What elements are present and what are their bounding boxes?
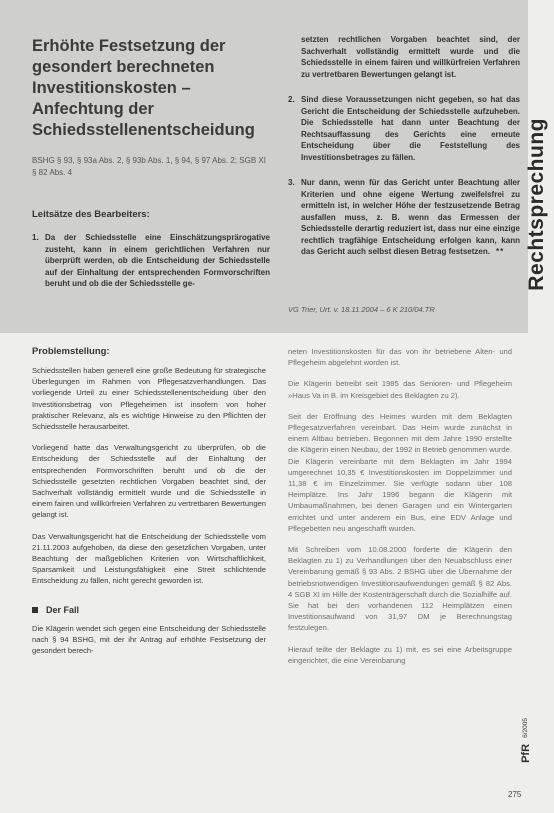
journal-name: PfR xyxy=(520,743,532,763)
body-paragraph: neten Investitionskosten für das von ihr betriebene Alten- und Pflegeheim abgelehnt worden ist. xyxy=(288,347,512,368)
leitsatz-text: setzten rechtlichen Vorgaben beachtet sind, der Sachverhalt vollständig ermittelt wurde und die Schiedsstelle in einem fairen und willkürfreien Verfahren zu vertretbaren Bewertungen gelangt ist. xyxy=(301,35,520,79)
problem-paragraph: Schiedsstellen haben generell eine große Bedeutung für strategische Überlegungen im Rahmen von Pflegesatzverhandlungen. Das vorliegende Urteil zu einer Schiedsstellenentscheidung über den Investitionsbetrag von Pflegeheimen ist insofern von hoher praktischer Relevanz, als es wichtige Hinweise zu den Pflichten der Schiedsstelle herausarbeitet. xyxy=(32,366,266,432)
fall-paragraph: Die Klägerin wendet sich gegen eine Entscheidung der Schiedsstelle nach § 94 BSHG, mit der ihr Antrag auf erhöhte Festsetzung der gesondert berech- xyxy=(32,623,266,656)
header-right-column xyxy=(288,34,520,272)
page-number: 275 xyxy=(508,790,522,799)
leitsatz-number: 3. xyxy=(288,178,295,187)
fall-heading: Der Fall xyxy=(46,604,80,615)
body-left-column xyxy=(32,346,266,666)
leitsatz-item xyxy=(288,34,520,80)
leitsatz-item xyxy=(288,177,520,258)
header-left-column xyxy=(32,36,270,298)
journal-issue: 6/2005 xyxy=(522,718,529,738)
body-paragraph: Die Klägerin betreibt seit 1985 das Senioren- und Pflegeheim »Haus Va in B. im Kreisgebiet des Beklagten zu 2). xyxy=(288,379,512,400)
problem-heading: Problemstellung: xyxy=(32,346,110,357)
leitsatz-text-body: Nur dann, wenn für das Gericht unter Beachtung aller Kriterien und ohne eigene Wertung zweifelsfrei zu ermitteln ist, in welcher Höhe der festzusetzende Betrag ausfallen muss, z. B. wenn das Ermessen der Schiedsstelle derartig reduziert ist, dass nur eine einzige rechtlich tragfähige Entscheidung erfolgen kann, kann das Gericht auch selbst diesen Betrag festsetzen. xyxy=(301,178,520,256)
leitsatz-number: 2. xyxy=(288,95,295,104)
body-paragraph: Hierauf teilte der Beklagte zu 1) mit, es sei eine Arbeitsgruppe eingerichtet, die eine Vereinbarung xyxy=(288,644,512,665)
law-references: BSHG § 93, § 93a Abs. 2, § 93b Abs. 1, § 94, § 97 Abs. 2; SGB XI § 82 Abs. 4 xyxy=(32,156,266,177)
leitsatz-number: 1. xyxy=(32,233,39,242)
leitsatz-item xyxy=(288,94,520,163)
leitsatz-text: Sind diese Voraussetzungen nicht gegeben, so hat das Gericht die Entscheidung der Schiedsstelle aufzuheben. Die Schiedsstelle hat dann unter Beachtung der Rechtsauffassung des Gerichts eine erneute Entscheidung über die Feststellung des Investitionsbetrages zu fällen. xyxy=(301,95,520,162)
article-title: Erhöhte Festsetzung der gesondert berechneten Investitionskosten – Anfechtung der Schiedsstellenentscheidung xyxy=(32,37,255,139)
leitsatz-number xyxy=(288,34,301,80)
leitsatz-item xyxy=(32,232,270,290)
leitsaetze-heading: Leitsätze des Bearbeiters: xyxy=(32,209,150,220)
problem-paragraph: Vorliegend hatte das Verwaltungsgericht zu überprüfen, ob die Entscheidung der Schiedsstelle auf der Einhaltung der entsprechenden Formvorschriften beruht und ob die der Schiedsstelle gesetzten rechtlichen Vorgaben beachtet sind, der Sachverhalt vollständig ermittelt wurde und die Schiedsstelle in einem fairen und willkürfreien Verfahren zu vertretbaren Bewertungen gelangt ist. xyxy=(32,443,266,520)
section-label: Rechtsprechung xyxy=(525,118,548,291)
body-paragraph: Mit Schreiben vom 10.08.2000 forderte die Klägerin den Beklagten zu 1) zu Verhandlungen über den Neuabschluss einer Vereinbarung gemäß § 93 Abs. 2 BSHG über die Übernahme der betriebsnotwendigen Investitionsaufwendungen gemäß § 82 Abs. 4 SGB XI im Hilfe der Kostenträgerschaft durch die Sozialhilfe auf. Sie hat bei den vorhandenen 112 Heimplätzen einen Investitionsaufwand von 31,97 DM je Berechnungstag festzulegen. xyxy=(288,545,512,633)
problem-paragraph: Das Verwaltungsgericht hat die Entscheidung der Schiedsstelle vom 21.11.2003 aufgehoben, da diese den gesetzlichen Vorgaben, unter Beachtung der maßgeblichen Kriterien von Wirtschaftlichkeit, Sparsamkeit und Leistungsfähigkeit eine Streit schlichtende Entscheidung zu fällen, nicht gerecht geworden ist. xyxy=(32,531,266,586)
square-bullet-icon xyxy=(32,607,38,613)
body-paragraph: Seit der Eröffnung des Heimes wurden mit dem Beklagten Pflegesatzverfahren vereinbart. Das Heim wurde zunächst in einem Altbau betrieben. Begonnen mit dem Jahre 1990 erstellte die Klägerin einen Neubau, der 1992 in Betrieb genommen wurde. Die Klägerin vereinbarte mit dem Beklagten im Jahr 1994 umgerechnet 10,35 € Investitionskosten im Doppelzimmer und 11,38 € im Einzelzimmer. Sie verfügte sodann über 108 Heimplätze. Ins Jahr 1996 begann die Klägerin mit Umbaumaßnahmen, bei denen Garagen und ein Wintergarten errichtet und unter anderem ein Bus, eine EDV Anlage und Pflegebetten neu angeschafft wurden. xyxy=(288,411,512,533)
stars-mark: ** xyxy=(495,247,505,256)
journal-logo xyxy=(520,718,532,763)
leitsatz-text xyxy=(301,177,520,258)
fall-heading-row xyxy=(32,605,266,615)
body-right-column xyxy=(288,346,512,676)
leitsatz-text: Da der Schiedsstelle eine Einschätzungsprärogative zusteht, kann in einem gerichtlichen Verfahren nur überprüft werden, ob die Entscheidung der Schiedsstelle auf der Einhaltung der entsprechenden Formvorschriften beruht und ob die der Schiedsstelle ge- xyxy=(45,233,270,288)
court-citation: VG Trier, Urt. v. 18.11.2004 – 6 K 210/04.TR xyxy=(288,305,435,314)
